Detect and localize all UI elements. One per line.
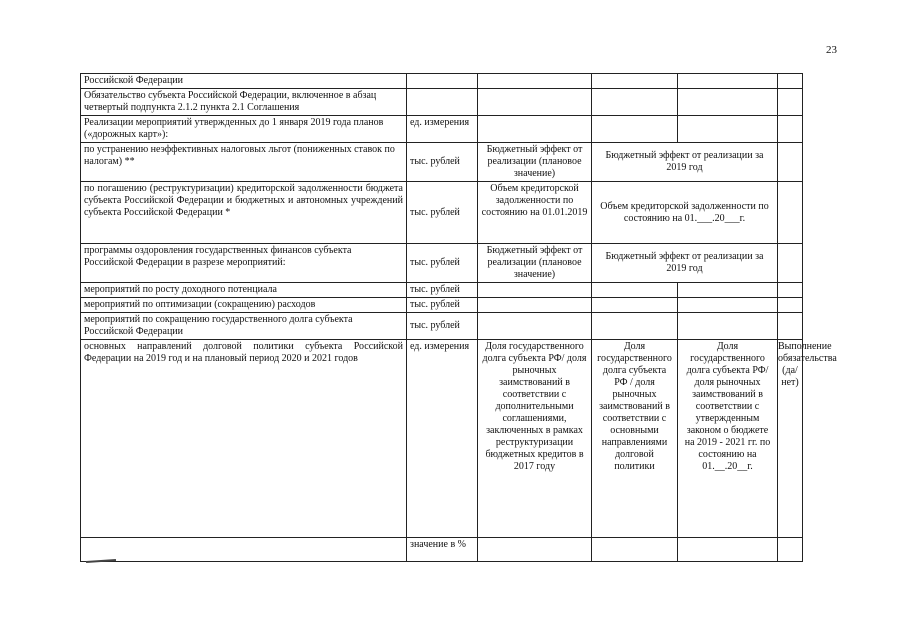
fulfilment-header: Выполнение обязательства (да/нет) [778, 340, 803, 538]
unit-cell: тыс. рублей [407, 283, 478, 298]
row-label: программы оздоровления государственных финансов субъекта Российской Федерации в разрезе мероприятий: [81, 244, 407, 283]
plan-value-header: Бюджетный эффект от реализации (плановое значение) [478, 143, 592, 182]
table-row [81, 116, 803, 143]
share-budget-law-header: Доля государственного долга субъекта РФ/доля рыночных заимствований в соответствии с утвержденным законом о бюджете на 2019 - 2021 гг. по состоянию на 01.__.20__г. [678, 340, 778, 538]
unit-cell: тыс. рублей [407, 143, 478, 182]
page-number: 23 [826, 44, 837, 56]
table-row [81, 340, 803, 538]
obligations-table [80, 73, 837, 562]
table-row [81, 313, 803, 340]
row-label: основных направлений долговой политики субъекта Российской Федерации на 2019 год и на плановый период 2020 и 2021 годов [81, 340, 407, 538]
table-row [81, 143, 803, 182]
table-row [81, 283, 803, 298]
row-label: Обязательство субъекта Российской Федерации, включенное в абзац четвертый подпункта 2.1.2 пункта 2.1 Соглашения [81, 89, 407, 116]
row-label: мероприятий по оптимизации (сокращению) расходов [81, 298, 407, 313]
unit-cell: тыс. рублей [407, 244, 478, 283]
row-label: по погашению (реструктуризации) кредиторской задолженности бюджета субъекта Российской Федерации и бюджетных и автономных учреждений субъекта Российской Федерации * [81, 182, 407, 244]
actual-value-header: Бюджетный эффект от реализации за 2019 год [592, 143, 778, 182]
plan-value-header: Бюджетный эффект от реализации (плановое значение) [478, 244, 592, 283]
row-label: Реализации мероприятий утвержденных до 1 января 2019 года планов («дорожных карт»): [81, 116, 407, 143]
table-row [81, 538, 803, 562]
table-row [81, 182, 803, 244]
unit-cell: значение в % [407, 538, 478, 562]
row-label: по устранению неэффективных налоговых льгот (пониженных ставок по налогам) ** [81, 143, 407, 182]
actual-value-header: Бюджетный эффект от реализации за 2019 год [592, 244, 778, 283]
debt-volume-header: Объем кредиторской задолженности по состоянию на 01.01.2019 [478, 182, 592, 244]
unit-cell: ед. измерения [407, 116, 478, 143]
row-label: мероприятий по сокращению государственного долга субъекта Российской Федерации [81, 313, 407, 340]
unit-cell: тыс. рублей [407, 182, 478, 244]
table-row [81, 74, 803, 89]
table-row [81, 244, 803, 283]
table-row [81, 89, 803, 116]
unit-cell: ед. измерения [407, 340, 478, 538]
row-label: Российской Федерации [81, 74, 407, 89]
unit-cell: тыс. рублей [407, 298, 478, 313]
row-label: мероприятий по росту доходного потенциала [81, 283, 407, 298]
share-agreements-header: Доля государственного долга субъекта РФ/ доля рыночных заимствований в соответствии с дополнительными соглашениями, заключенных в рамках реструктуризации бюджетных кредитов в 2017 году [478, 340, 592, 538]
table-row [81, 298, 803, 313]
share-policy-header: Доля государственного долга субъекта РФ / доля рыночных заимствований в соответствии с основными направлениями долговой политики [592, 340, 678, 538]
unit-cell: тыс. рублей [407, 313, 478, 340]
debt-volume-current-header: Объем кредиторской задолженности по состоянию на 01.___.20___г. [592, 182, 778, 244]
